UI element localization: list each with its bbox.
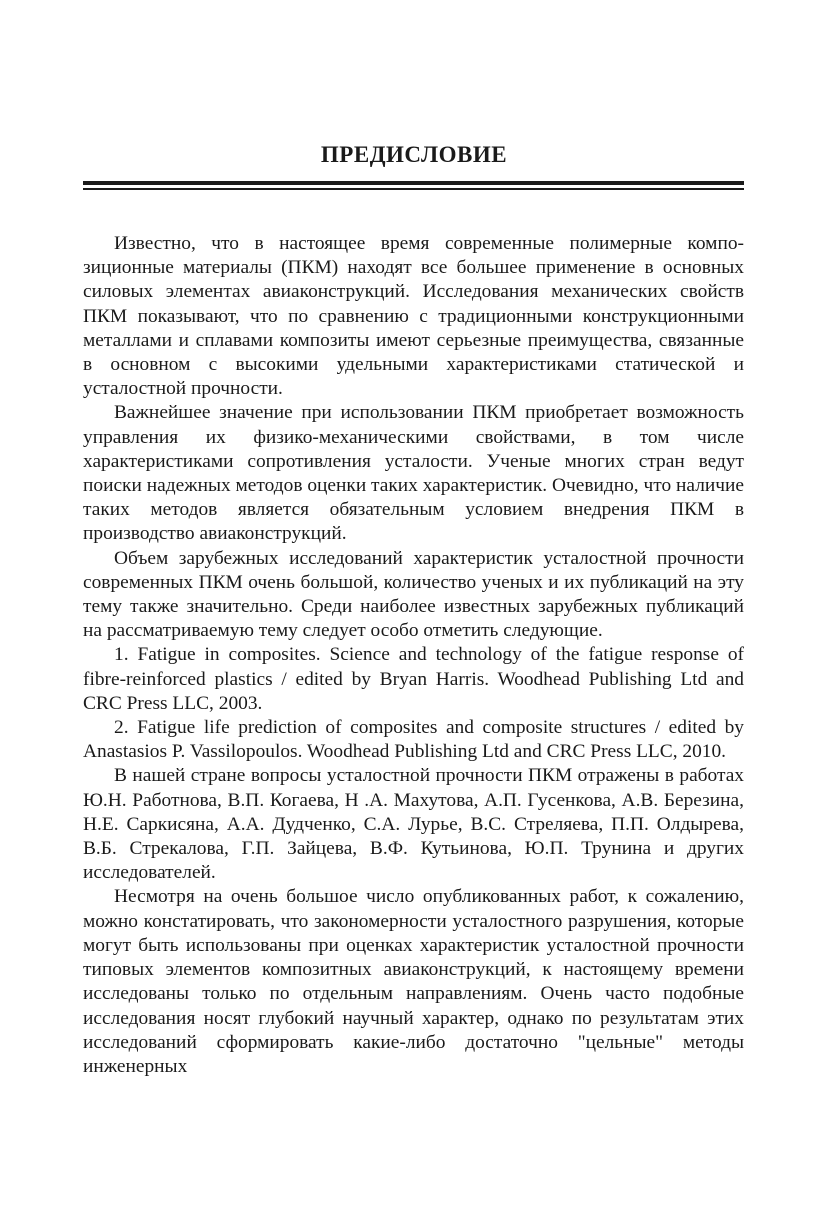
paragraph-intro: Известно, что в настоящее время современные полимерные композиционные материалы (ПКМ) находят все большее применение в основных силовых элементах авиаконструкций. Исследования механических свойств ПКМ показывают, что по сравнению с традиционными конструкционными металлами и сплавами композиты имеют серьезные преимущества, связанные в основном с высокими удельными характеристиками статической и усталостной прочности.	[83, 233, 744, 400]
title-rule-thin	[83, 188, 744, 190]
paragraph-importance: Важнейшее значение при использовании ПКМ приобретает возможность управления их физико-механическими свойствами, в том числе характеристиками сопротивления усталости. Ученые многих стран ведут поиски надежных методов оценки таких характеристик. Очевидно, что наличие таких методов является обязательным условием внедрения ПКМ в производство авиаконструкций.	[83, 402, 744, 545]
page-title: ПРЕДИСЛОВИЕ	[320, 142, 508, 167]
title-rule-thick	[83, 181, 744, 185]
reference-item-1: 1. Fatigue in composites. Science and technology of the fatigue response of fibre-reinforced plastics / edited by Bryan Harris. Woodhead Publishing Ltd and CRC Press LLC, 2003.	[83, 644, 744, 714]
reference-item-2: 2. Fatigue life prediction of composites and composite structures / edited by Anastasios P. Vassilopoulos. Woodhead Publishing Ltd and CRC Press LLC, 2010.	[83, 717, 744, 763]
paragraph-foreign-research: Объем зарубежных исследований характеристик усталостной прочности современных ПКМ очень большой, количество ученых и их публикаций на эту тему также значительно. Среди наиболее известных зарубежных публикаций на рассматриваемую тему следует особо отметить следующие.	[83, 547, 744, 642]
paragraph-conclusion: Несмотря на очень большое число опубликованных работ, к сожалению, можно констатировать, что закономерности усталостного разрушения, которые могут быть использованы при оценках характеристик усталостной прочности типовых элементов композитных авиаконструкций, к настоящему времени исследованы только по отдельным направлениям. Очень часто подобные исследования носят глубокий научный характер, однако по результатам этих исследований сформировать какие-либо достаточно "цельные" методы инженерных	[83, 886, 744, 1077]
body-text	[83, 232, 744, 1079]
paragraph-domestic-research: В нашей стране вопросы усталостной прочности ПКМ отражены в работах Ю.Н. Работнова, В.П. Когаева, Н .А. Махутова, А.П. Гусенкова, А.В. Березина, Н.Е. Саркисяна, А.А. Дудченко, С.А. Лурье, В.С. Стреляева, П.П. Олдырева, В.Б. Стрекалова, Г.П. Зайцева, В.Ф. Кутьинова, Ю.П. Трунина и других исследователей.	[83, 765, 744, 884]
